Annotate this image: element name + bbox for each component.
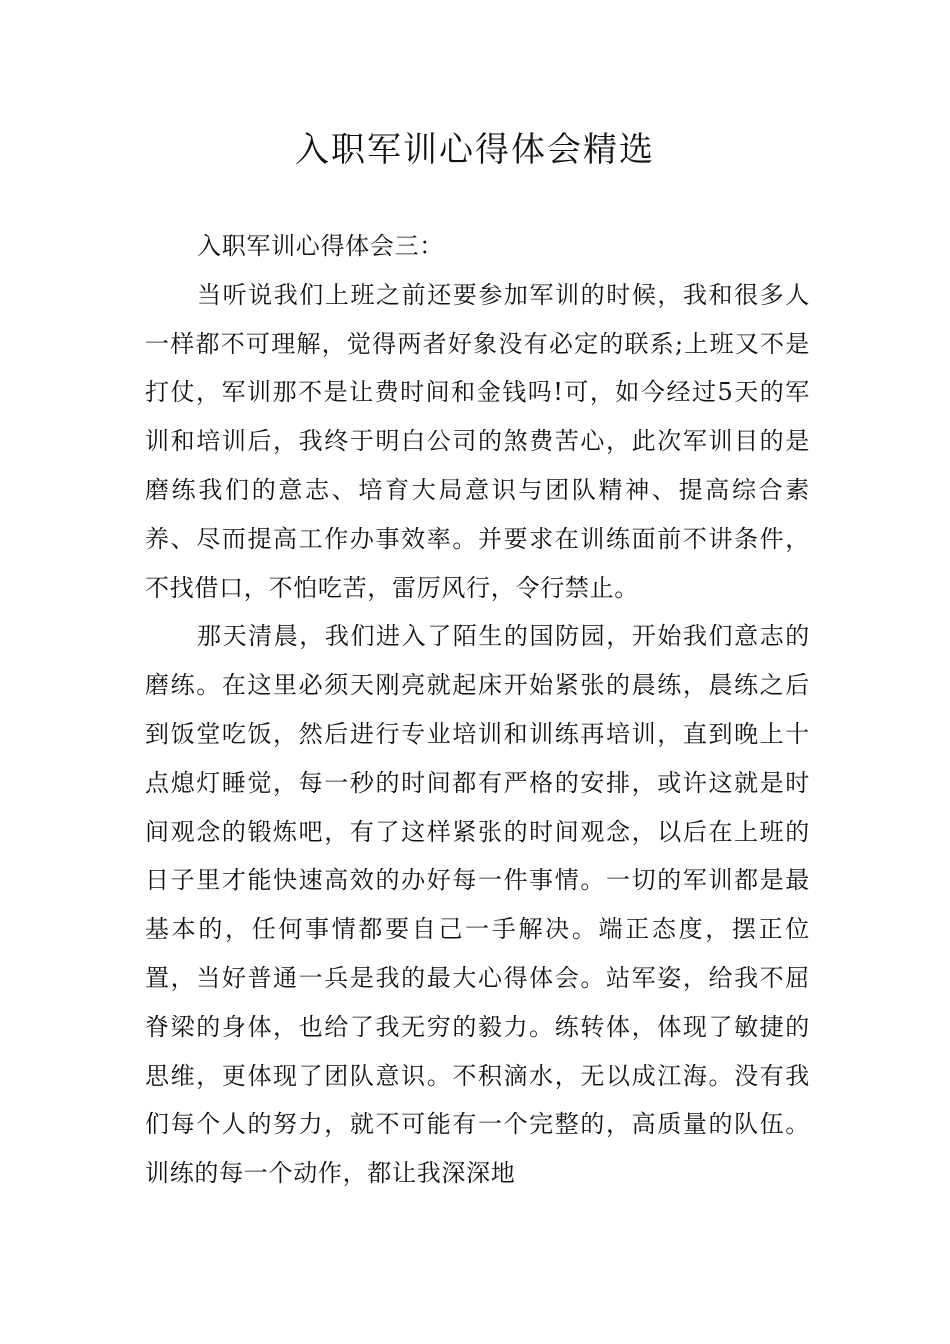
document-body [145,222,810,1198]
paragraph: 当听说我们上班之前还要参加军训的时候，我和很多人一样都不可理解，觉得两者好象没有必定的联系;上班又不是打仗，军训那不是让费时间和金钱吗!可，如今经过5天的军训和培训后，我终于明白公司的煞费苦心，此次军训目的是磨练我们的意志、培育大局意识与团队精神、提高综合素养、尽而提高工作办事效率。并要求在训练面前不讲条件，不找借口，不怕吃苦，雷厉风行，令行禁止。 [145,280,810,602]
paragraph: 那天清晨，我们进入了陌生的国防园，开始我们意志的磨练。在这里必须天刚亮就起床开始紧张的晨练，晨练之后到饭堂吃饭，然后进行专业培训和训练再培训，直到晚上十点熄灯睡觉，每一秒的时间都有严格的安排，或许这就是时间观念的锻炼吧，有了这样紧张的时间观念，以后在上班的日子里才能快速高效的办好每一件事情。一切的军训都是最基本的，任何事情都要自己一手解决。端正态度，摆正位置，当好普通一兵是我的最大心得体会。站军姿，给我不屈脊梁的身体，也给了我无穷的毅力。练转体，体现了敏捷的思维，更体现了团队意识。不积滴水，无以成江海。没有我们每个人的努力，就不可能有一个完整的，高质量的队伍。训练的每一个动作，都让我深深地 [145,622,810,1188]
document-title: 入职军训心得体会精选 [295,130,655,170]
paragraph-heading: 入职军训心得体会三： [197,232,444,260]
